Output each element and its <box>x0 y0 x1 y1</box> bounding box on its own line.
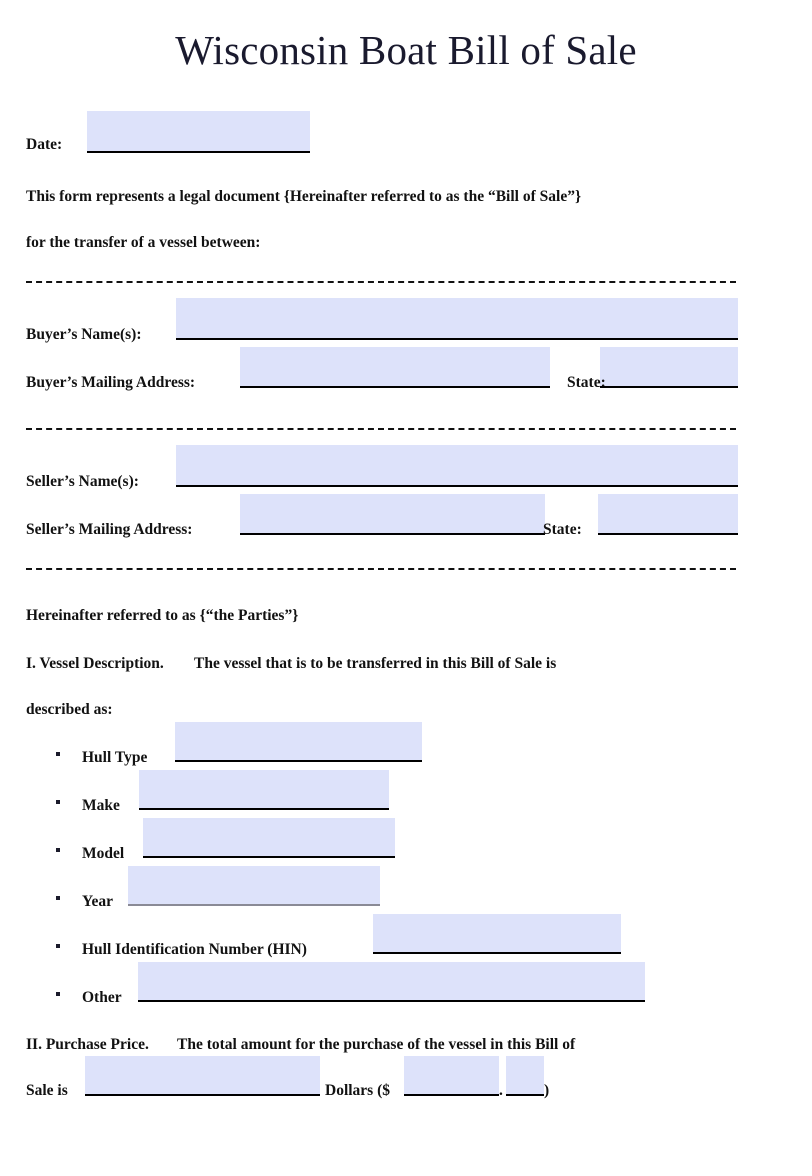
make-highlight <box>139 770 389 808</box>
hin-label: Hull Identification Number (HIN) <box>82 941 307 958</box>
amount-dollars-rule[interactable] <box>404 1094 499 1096</box>
buyer-state-label: State: <box>567 374 606 391</box>
section-one-body-line-2: described as: <box>26 701 113 718</box>
other-label: Other <box>82 989 122 1006</box>
divider-top <box>26 281 736 283</box>
section-one-body-line-1: The vessel that is to be transferred in this Bill of Sale is <box>194 655 557 672</box>
buyer-address-highlight <box>240 347 550 386</box>
date-field-highlight <box>87 111 310 151</box>
hin-rule[interactable] <box>373 952 621 954</box>
amount-words-highlight <box>85 1056 320 1094</box>
make-rule[interactable] <box>139 808 389 810</box>
list-bullet-icon <box>56 848 60 852</box>
intro-line-1: This form represents a legal document {Hereinafter referred to as the “Bill of Sale”} <box>26 188 582 205</box>
divider-middle <box>26 428 736 430</box>
list-bullet-icon <box>56 752 60 756</box>
make-label: Make <box>82 797 120 814</box>
date-input-rule[interactable] <box>87 151 310 153</box>
buyer-name-rule[interactable] <box>176 338 738 340</box>
seller-state-rule[interactable] <box>598 533 738 535</box>
hull-type-label: Hull Type <box>82 749 148 766</box>
list-bullet-icon <box>56 896 60 900</box>
buyer-address-label: Buyer’s Mailing Address: <box>26 374 196 391</box>
seller-address-label: Seller’s Mailing Address: <box>26 521 193 538</box>
parties-note: Hereinafter referred to as {“the Parties”} <box>26 607 299 624</box>
model-label: Model <box>82 845 125 862</box>
amount-cents-highlight <box>506 1056 544 1094</box>
seller-state-highlight <box>598 494 738 533</box>
dollars-label: Dollars ($ <box>325 1082 391 1099</box>
seller-name-highlight <box>176 445 738 485</box>
seller-name-label: Seller’s Name(s): <box>26 473 139 490</box>
decimal-separator: . <box>499 1082 503 1099</box>
list-bullet-icon <box>56 800 60 804</box>
hull-type-highlight <box>175 722 422 760</box>
intro-line-2: for the transfer of a vessel between: <box>26 234 261 251</box>
list-bullet-icon <box>56 992 60 996</box>
amount-dollars-highlight <box>404 1056 499 1094</box>
date-label: Date: <box>26 136 63 153</box>
amount-cents-rule[interactable] <box>506 1094 544 1096</box>
buyer-name-highlight <box>176 298 738 338</box>
model-rule[interactable] <box>143 856 395 858</box>
amount-words-rule[interactable] <box>85 1094 320 1096</box>
page-title: Wisconsin Boat Bill of Sale <box>175 27 637 73</box>
sale-is-label: Sale is <box>26 1082 68 1099</box>
other-highlight <box>138 962 645 1000</box>
section-one-heading: I. Vessel Description. <box>26 655 164 672</box>
buyer-state-rule[interactable] <box>600 386 738 388</box>
seller-state-label: State: <box>543 521 582 538</box>
hull-type-rule[interactable] <box>175 760 422 762</box>
seller-address-highlight <box>240 494 545 533</box>
buyer-address-rule[interactable] <box>240 386 550 388</box>
seller-address-rule[interactable] <box>240 533 545 535</box>
list-bullet-icon <box>56 944 60 948</box>
year-rule[interactable] <box>128 904 380 906</box>
divider-bottom <box>26 568 736 570</box>
model-highlight <box>143 818 395 856</box>
buyer-name-label: Buyer’s Name(s): <box>26 326 142 343</box>
seller-name-rule[interactable] <box>176 485 738 487</box>
section-two-body-line-1: The total amount for the purchase of the vessel in this Bill of <box>177 1036 576 1053</box>
year-label: Year <box>82 893 113 910</box>
year-highlight <box>128 866 380 904</box>
section-two-heading: II. Purchase Price. <box>26 1036 149 1053</box>
closing-paren: ) <box>544 1082 550 1099</box>
other-rule[interactable] <box>138 1000 645 1002</box>
hin-highlight <box>373 914 621 952</box>
buyer-state-highlight <box>600 347 738 386</box>
